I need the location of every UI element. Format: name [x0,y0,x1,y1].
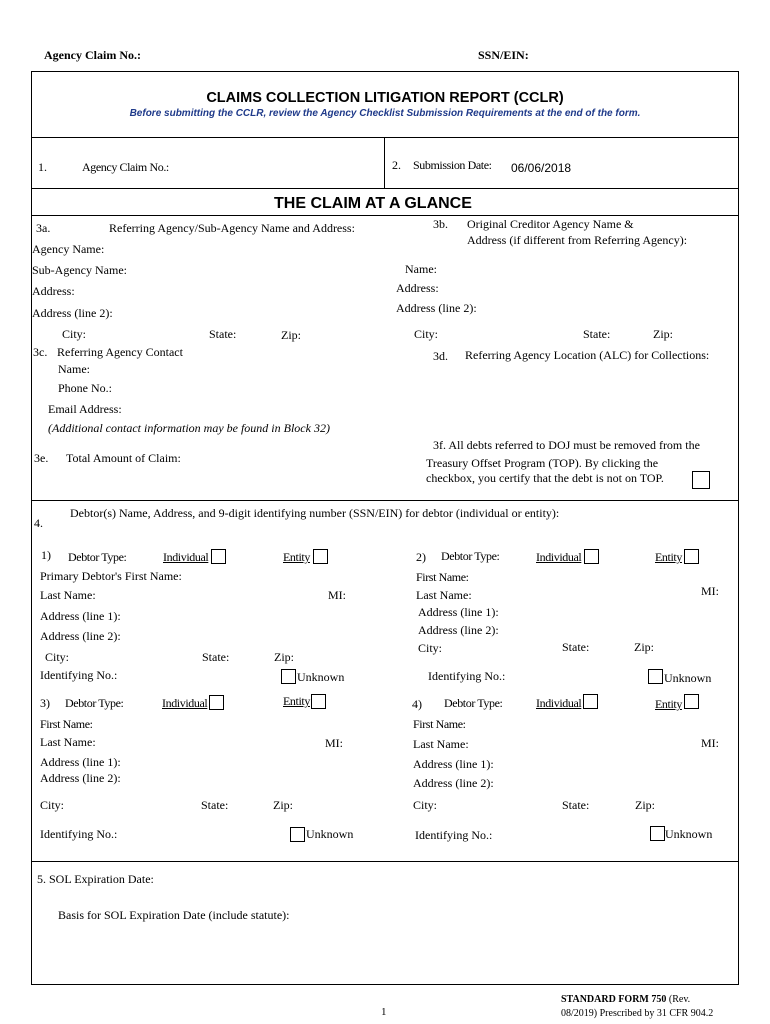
debtor-3-individual-label: Individual [162,696,208,710]
debtor-4-unknown-checkbox[interactable] [650,826,665,841]
debtor-1-address1-label: Address (line 1): [40,609,121,623]
debtor-3-entity-checkbox[interactable] [311,694,326,709]
agency-contact-title: Referring Agency Contact [57,345,183,359]
debtor-4-state-label: State: [562,798,590,812]
debtor-4-id-label: Identifying No.: [415,828,493,842]
debtor-2-address1-label: Address (line 1): [418,605,499,619]
debtor-1-id-label: Identifying No.: [40,668,118,682]
debtor-2-last-name-label: Last Name: [416,588,472,602]
debtor-2-address2-label: Address (line 2): [418,623,499,637]
debtor-1-address2-label: Address (line 2): [40,629,121,643]
debtor-3-id-label: Identifying No.: [40,827,118,841]
form-prescribed: 08/2019) Prescribed by 31 CFR 904.2 [561,1008,714,1019]
debtor-3-city-label: City: [40,798,65,812]
block-3d-number: 3d. [433,349,448,363]
debtor-4-unknown-label: Unknown [665,827,713,841]
debtor-4-first-name-label: First Name: [413,717,466,731]
debtor-2-mi-label: MI: [701,584,719,598]
debtor-4-individual-checkbox[interactable] [583,694,598,709]
block-3e-number: 3e. [34,451,49,465]
debtor-3-address2-label: Address (line 2): [40,771,121,785]
debtor-3-entity-label: Entity [283,694,310,708]
referring-agency-title: Referring Agency/Sub-Agency Name and Address: [109,221,355,235]
debtors-title: Debtor(s) Name, Address, and 9-digit identifying number (SSN/EIN) for debtor (individual or entity): [70,506,560,520]
alc-title: Referring Agency Location (ALC) for Collections: [465,348,710,362]
creditor-zip-label: Zip: [653,327,673,341]
debtor-3-state-label: State: [201,798,229,812]
debtor-1-zip-label: Zip: [274,650,294,664]
debtor-1-last-name-label: Last Name: [40,588,96,602]
submission-date-field[interactable]: 06/06/2018 [511,161,572,175]
block-3b-number: 3b. [433,217,448,231]
block-1-number: 1. [38,160,47,174]
debtor-1-unknown-label: Unknown [297,670,345,684]
debtor-3-type-label: Debtor Type: [65,696,124,710]
debtor-4-city-label: City: [413,798,438,812]
debtor-3-last-name-label: Last Name: [40,735,96,749]
debtor-2-city-label: City: [418,641,443,655]
debtor-4-last-name-label: Last Name: [413,737,469,751]
debtor-1-mi-label: MI: [328,588,346,602]
header-ssn-ein-label: SSN/EIN: [478,48,529,62]
sol-expiration-label: 5. SOL Expiration Date: [37,872,154,886]
header-agency-claim-label: Agency Claim No.: [44,48,141,62]
block-2-number: 2. [392,158,401,172]
debtor-3-mi-label: MI: [325,736,343,750]
debtor-2-zip-label: Zip: [634,640,654,654]
debtor-2-entity-checkbox[interactable] [684,549,699,564]
page-number: 1 [381,1006,387,1018]
debtor-4-entity-label: Entity [655,697,682,711]
city-label: City: [62,327,87,341]
debtor-4-zip-label: Zip: [635,798,655,812]
sol-basis-label: Basis for SOL Expiration Date (include statute): [58,908,290,922]
form-number: STANDARD FORM 750 (Rev. [561,994,691,1005]
creditor-address-label: Address: [396,281,439,295]
agency-claim-no-label: Agency Claim No.: [82,160,169,174]
agency-name-label: Agency Name: [32,242,105,256]
debtor-2-individual-label: Individual [536,550,582,564]
top-statement-line1: 3f. All debts referred to DOJ must be removed from the [433,438,700,452]
address-label: Address: [32,284,75,298]
contact-note: (Additional contact information may be found in Block 32) [48,421,330,435]
debtor-1-number: 1) [41,548,51,562]
top-statement-line2: Treasury Offset Program (TOP). By clicking the [426,456,659,470]
debtor-4-address2-label: Address (line 2): [413,776,494,790]
debtor-2-number: 2) [416,550,426,564]
debtor-4-address1-label: Address (line 1): [413,757,494,771]
block-3c-number: 3c. [33,345,48,359]
section-heading-glance: THE CLAIM AT A GLANCE [274,195,472,212]
sub-agency-name-label: Sub-Agency Name: [32,263,127,277]
debtor-3-unknown-label: Unknown [306,827,354,841]
total-amount-label: Total Amount of Claim: [66,451,181,465]
creditor-name-label: Name: [405,262,437,276]
block-4-number: 4. [34,516,43,530]
debtor-4-type-label: Debtor Type: [444,696,503,710]
address-line2-label: Address (line 2): [32,306,113,320]
debtor-2-state-label: State: [562,640,590,654]
submission-date-label: Submission Date: [413,158,492,172]
creditor-city-label: City: [414,327,439,341]
debtor-3-zip-label: Zip: [273,798,293,812]
form-subtitle: Before submitting the CCLR, review the Agency Checklist Submission Requirements at the end of the form. [129,108,641,119]
debtor-4-entity-checkbox[interactable] [684,694,699,709]
contact-phone-label: Phone No.: [58,381,112,395]
debtor-1-entity-label: Entity [283,550,310,564]
debtor-1-individual-checkbox[interactable] [211,549,226,564]
debtor-1-individual-label: Individual [163,550,209,564]
debtor-2-entity-label: Entity [655,550,682,564]
state-label: State: [209,327,237,341]
debtor-2-unknown-checkbox[interactable] [648,669,663,684]
debtor-1-entity-checkbox[interactable] [313,549,328,564]
contact-name-label: Name: [58,362,90,376]
debtor-2-id-label: Identifying No.: [428,669,506,683]
debtor-3-individual-checkbox[interactable] [209,695,224,710]
form-title: CLAIMS COLLECTION LITIGATION REPORT (CCLR) [206,90,564,106]
debtor-2-first-name-label: First Name: [416,570,469,584]
block-3a-number: 3a. [36,221,51,235]
top-certify-checkbox[interactable] [692,471,710,489]
debtor-4-number: 4) [412,697,422,711]
debtor-1-first-name-label: Primary Debtor's First Name: [40,569,182,583]
original-creditor-title: Original Creditor Agency Name & [467,217,634,231]
debtor-3-number: 3) [40,696,50,710]
debtor-2-individual-checkbox[interactable] [584,549,599,564]
top-statement-line3: checkbox, you certify that the debt is not on TOP. [426,471,664,485]
creditor-state-label: State: [583,327,611,341]
debtor-4-individual-label: Individual [536,696,582,710]
debtor-3-address1-label: Address (line 1): [40,755,121,769]
debtor-2-unknown-label: Unknown [664,671,712,685]
debtor-1-type-label: Debtor Type: [68,550,127,564]
debtor-3-first-name-label: First Name: [40,717,93,731]
original-creditor-title-line2: Address (if different from Referring Agency): [467,233,688,247]
debtor-1-state-label: State: [202,650,230,664]
zip-label: Zip: [281,328,301,342]
debtor-1-city-label: City: [45,650,70,664]
debtor-1-unknown-checkbox[interactable] [281,669,296,684]
contact-email-label: Email Address: [48,402,122,416]
debtor-3-unknown-checkbox[interactable] [290,827,305,842]
debtor-2-type-label: Debtor Type: [441,549,500,563]
creditor-address2-label: Address (line 2): [396,301,477,315]
debtor-4-mi-label: MI: [701,736,719,750]
